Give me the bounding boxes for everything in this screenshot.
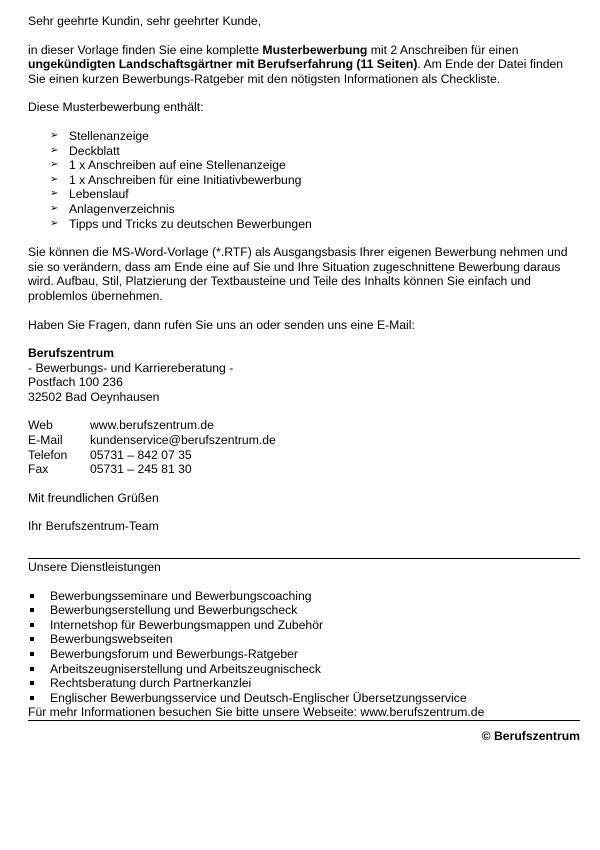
- arrow-bullet-icon: ➢: [50, 129, 59, 141]
- square-bullet-icon: [30, 623, 34, 627]
- company-name: Berufszentrum: [28, 346, 115, 361]
- divider: [28, 720, 580, 721]
- table-row: Web www.berufszentrum.de: [28, 418, 276, 433]
- phone-value: 05731 – 842 07 35: [90, 447, 192, 462]
- table-row: Fax 05731 – 245 81 30: [28, 462, 276, 477]
- intro-text-1: in dieser Vorlage finden Sie eine komplette: [28, 42, 263, 57]
- services-list: [28, 676, 580, 691]
- closing: Mit freundlichen Grüßen: [28, 490, 159, 505]
- square-bullet-icon: [30, 637, 34, 641]
- address-line: - Bewerbungs- und Karriereberatung -: [28, 360, 234, 375]
- list-item: Arbeitszeugniserstellung und Arbeitszeugnischeck: [28, 662, 580, 677]
- list-item: Bewerbungswebseiten: [28, 632, 580, 647]
- square-bullet-icon: [30, 608, 34, 612]
- intro-bold-2: ungekündigten Landschaftsgärtner mit Berufserfahrung (11 Seiten): [28, 57, 418, 72]
- list-item: ➢ Tipps und Tricks zu deutschen Bewerbungen: [50, 216, 312, 231]
- services-list: [28, 691, 580, 706]
- contact-table: [28, 418, 276, 476]
- contents-heading: Diese Musterbewerbung enthält:: [28, 100, 204, 115]
- list-item: ➢ Deckblatt: [50, 143, 120, 158]
- square-bullet-icon: [30, 681, 34, 685]
- list-item: Englischer Bewerbungsservice und Deutsch-Englischer Übersetzungsservice: [28, 691, 580, 706]
- fax-value: 05731 – 245 81 30: [90, 462, 192, 477]
- table-row: Telefon 05731 – 842 07 35: [28, 448, 276, 463]
- arrow-bullet-icon: ➢: [50, 173, 59, 185]
- intro-bold-1: Musterbewerbung: [262, 42, 368, 57]
- list-item: Bewerbungsseminare und Bewerbungscoaching: [28, 589, 580, 604]
- square-bullet-icon: [30, 594, 34, 598]
- more-info-text: Für mehr Informationen besuchen Sie bitte unsere Webseite: www.berufszentrum.de: [28, 705, 485, 720]
- list-item: ➢ 1 x Anschreiben für eine Initiativbewerbung: [50, 172, 302, 187]
- email-link[interactable]: kundenservice@berufszentrum.de: [90, 433, 276, 448]
- arrow-bullet-icon: ➢: [50, 159, 59, 171]
- intro-paragraph: [28, 43, 580, 87]
- services-list: [28, 662, 580, 677]
- msword-paragraph: Sie können die MS-Word-Vorlage (*.RTF) als Ausgangsbasis Ihrer eigenen Bewerbung nehmen und sie so verändern, dass am Ende eine auf Sie und Ihre Situation zugeschnittene Bewerbung daraus wird. Aufbau, Stil, Platzierung der Textbausteine und Teile des Inhalts können Sie einfach und problemlos übernehmen.: [28, 245, 568, 303]
- document-page: [28, 14, 580, 744]
- list-item: ➢ Lebenslauf: [50, 187, 129, 202]
- services-heading: Unsere Dienstleistungen: [28, 560, 161, 575]
- square-bullet-icon: [30, 667, 34, 671]
- list-item: ➢ 1 x Anschreiben auf eine Stellenanzeige: [50, 158, 286, 173]
- address-line: Postfach 100 236: [28, 375, 123, 390]
- arrow-bullet-icon: ➢: [50, 188, 59, 200]
- intro-text-2: mit 2 Anschreiben für einen: [367, 42, 519, 57]
- table-row: E-Mail kundenservice@berufszentrum.de: [28, 433, 276, 448]
- greeting: Sehr geehrte Kundin, sehr geehrter Kunde,: [28, 14, 262, 28]
- address-line: 32502 Bad Oeynhausen: [28, 389, 160, 404]
- list-item: Bewerbungsforum und Bewerbungs-Ratgeber: [28, 647, 580, 662]
- square-bullet-icon: [30, 696, 34, 700]
- list-item: ➢ Stellenanzeige: [50, 128, 149, 143]
- services-list: [28, 589, 580, 662]
- list-item: ➢ Anlagenverzeichnis: [50, 201, 175, 216]
- question-paragraph: Haben Sie Fragen, dann rufen Sie uns an oder senden uns eine E-Mail:: [28, 317, 415, 332]
- list-item: Rechtsberatung durch Partnerkanzlei: [28, 676, 580, 691]
- list-item: Internetshop für Bewerbungsmappen und Zubehör: [28, 618, 580, 633]
- web-link[interactable]: www.berufszentrum.de: [90, 418, 214, 433]
- list-item: Bewerbungserstellung und Bewerbungscheck: [28, 603, 580, 618]
- divider: [28, 558, 580, 559]
- arrow-bullet-icon: ➢: [50, 144, 59, 156]
- signature: Ihr Berufszentrum-Team: [28, 519, 159, 534]
- copyright: © Berufszentrum: [481, 728, 580, 743]
- contents-list: [28, 129, 580, 231]
- address-block: [28, 346, 580, 404]
- arrow-bullet-icon: ➢: [50, 202, 59, 214]
- arrow-bullet-icon: ➢: [50, 217, 59, 229]
- intro-text-3: . Am Ende der Datei finden Sie einen kurzen Bewerbungs-Ratgeber mit den nötigsten Informationen als Checkliste.: [28, 57, 564, 86]
- square-bullet-icon: [30, 652, 34, 656]
